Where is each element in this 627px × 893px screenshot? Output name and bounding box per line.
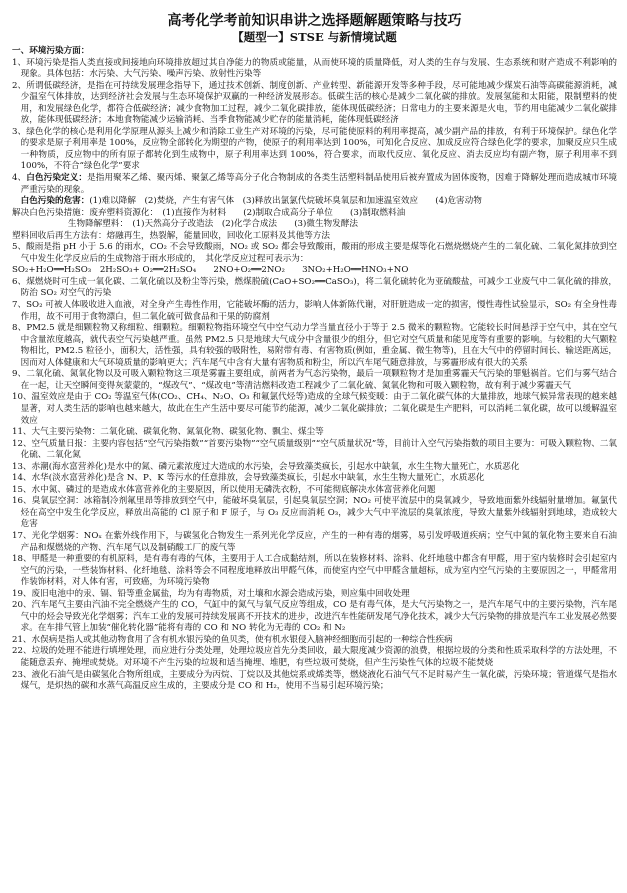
- list-item: 1、环境污染是指人类直接或间接地向环境排放超过其自净能力的物质或能量，从而使环境的质量降低，对人类的生存与发展、生态系统和财产造成不利影响的现象。具体包括：水污染、大气污染、噪声污染、放射性污染等: [12, 57, 618, 80]
- list-item: 21、水俣病是指人或其他动物食用了含有机水银污染的鱼贝类，使有机水银侵入脑神经细胞而引起的一种综合性疾病: [12, 634, 453, 645]
- acid-rain-equations: SO₂+H₂O══H₂SO₃ 2H₂SO₃+ O₂══2H₂SO₄ 2NO+O₂══2NO₂ 3NO₂+H₂O══HNO₃+NO: [12, 265, 409, 276]
- list-item: 8、PM2.5 就是细颗粒物又称细粒、细颗粒。细颗粒物指环境空气中空气动力学当量直径小于等于 2.5 微米的颗粒物。它能较长时间悬浮于空气中，其在空气中含量浓度越高，就代表空气污染越严重。虽然 PM2.5 只是地球大气成分中含量很少的组分，但它对空气质量和能见度等有重要的影响。与较粗的大气颗粒物相比，PM2.5 粒径小，面积大，活性强，具有较强的吸附性，易附带有毒、有害物质(例如，重金属、微生物等)，且在大气中的停留时间长、输送距离远，因而对人体健康和大气环境质量的影响更大；汽车尾气中含有大量有害物质和粉尘，所以汽车尾气随意排放，与雾霾形成有很大的关系: [12, 323, 617, 368]
- list-item: 2、所谓低碳经济，是指在可持续发展理念指导下，通过技术创新、制度创新、产业转型、新能源开发等多种手段，尽可能地减少煤炭石油等高碳能源消耗，减少温室气体排放，达到经济社会发展与生态环境保护双赢的一种经济发展形态。低碳生活的核心是减少二氧化碳的排放。发展氢能和太阳能，限制塑料的使用，和发展绿色化学，都符合低碳经济；减少食物加工过程，减少二氧化碳排放，能体现低碳经济；日常电力的主要来源是火电，节约用电能减少二氧化碳排放，能体现低碳经济；本地食物能减少运输消耗、当季食物能减少贮存的能量消耗，能体现低碳经济: [12, 80, 618, 126]
- list-item: 10、温室效应是由于 CO₂ 等温室气体(CO₂、CH₄、N₂O、O₃ 和氟氯代烃等)造成的全球气候变暖：由于二氧化碳气体的大量排放，地球气候异常表现的越来越显著，对人类生活的影响也越来越大，故此在生产生活中要尽可能节约能源，减少二氧化碳排放；二氧化碳是生产肥料，可以消耗二氧化碳，故可以缓解温室效应: [12, 392, 617, 426]
- list-item: 6、煤燃烧时可生成一氧化碳、二氧化硫以及粉尘等污染，燃煤脱硫(CaO+SO₂══CaSO₃)，将二氧化硫转化为亚硫酸盐，可减少工业废气中二氧化硫的排放，防治 SO₂ 对空气的污染: [12, 276, 617, 299]
- section-heading: 一、环境污染方面：: [12, 46, 90, 56]
- list-item: 18、甲醛是一种重要的有机原料，是有毒有毒的气体，主要用于人工合成黏结剂，所以在装修材料、涂料、化纤地毯中都含有甲醛，用于室内装修时会引起室内空气的污染，一些装饰材料、化纤地毯、涂料等会不同程度地释放出甲醛气体，而使室内空气中甲醛含量超标，成为室内空气污染的主要原因之一，甲醛常用作装饰材料，对人体有害，可致癌，为环境污染物: [12, 554, 617, 588]
- list-item: 22、垃圾的处理不能进行填埋处理，而应进行分类处理，处理垃圾应首先分类回收，最大限度减少资源的浪费，根据垃圾的分类和性质采取科学的方法处理，不能随意丢弃、掩埋或焚烧。对环境不产生污染的垃圾和适当掩埋、堆肥，有些垃圾可焚烧，但产生污染性气体的垃圾不能焚烧: [12, 646, 617, 668]
- list-item: 7、SO₂ 可被人体吸收进入血液，对全身产生毒性作用，它能破坏酶的活力，影响人体新陈代谢，对肝脏造成一定的损害，慢性毒性试验显示，SO₂ 有全身性毒作用，故不可用于食物漂白，但二氧化硫可做食品和干果的防腐剂: [12, 300, 618, 322]
- list-item: 17、光化学烟雾：NOₓ 在紫外线作用下，与碳氢化合物发生一系列光化学反应，产生的一种有毒的烟雾，易引发呼吸道疾病；空气中氮的氧化物主要来自石油产品和煤燃烧的产物、汽车尾气以及制硝酸工厂的废气等: [12, 530, 617, 553]
- white-pollution-biodegradable: 生物降解塑料： (1)天然高分子改造法 (2)化学合成法 (3)微生物发酵法: [67, 219, 358, 230]
- document-title: 高考化学考前知识串讲之选择题解题策略与技巧: [167, 13, 462, 29]
- list-item: 3、绿色化学的核心是利用化学原理从源头上减少和消除工业生产对环境的污染，尽可能使原料的利用率提高，减少副产品的排放，有利于环境保护。绿色化学的要求是原子利用率是 100%，反应物全部转化为期望的产物，使原子的利用率达到 100%，可知化合反应、加成反应符合绿色化学的要求，加聚反应只生成一种物质，反应物中的所有原子都转化到生成物中，原子利用率达到 100%，符合要求，而取代反应、氧化反应、消去反应均有副产物，原子利用率不到 100%，不符合“绿色化学”要求: [12, 126, 618, 172]
- list-item: 23、液化石油气是由碳氢化合物所组成，主要成分为丙烷、丁烷以及其他烷系或烯类等，燃烧液化石油气气不足时易产生一氧化碳，污染环境；管道煤气是指水煤气，是炽热的碳和水蒸气高温反应生成的，主要成分是 CO 和 H₂，使用不当易引起环境污染；: [12, 669, 617, 692]
- list-item: 5、酸雨是指 pH 小于 5.6 的雨水，CO₂ 不会导致酸雨，NO₂ 或 SO₂ 都会导致酸雨，酸雨的形成主要是煤等化石燃烧燃烧产生的二氧化硫、二氧化氮排放到空气中发生化学反应后的生成物溶于雨水形成的， 其化学反应过程可表示为：: [12, 242, 618, 264]
- list-item: 19、废旧电池中的汞、镉、铅等重金属盐，均为有毒物质，对土壤和水源会造成污染，则应集中回收处理: [12, 588, 410, 599]
- list-item: 20、汽车尾气主要由汽油不完全燃烧产生的 CO，气缸中的氮气与氧气反应等组成，CO 是有毒气体，是大气污染物之一，是汽车尾气中的主要污染物，汽车尾气中的烃会导致光化学烟雾；汽车工业的发展可持续发展离不开技术的进步，改进汽车性能研发尾气净化技术，减少大气污染物的排放是汽车工业发展必然要求。在车排气管上加装“催化转化器”能将有毒的 CO 和 NO 转化为无毒的 CO₂ 和 N₂: [12, 600, 618, 634]
- document-subtitle: 【题型一】STSE 与新情境试题: [232, 30, 397, 44]
- list-item: 14、水华(淡水富营养化)是含 N、P、K 等污水的任意排放，会导致藻类疯长，引起水中缺氧，水生生物大量死亡，水质恶化: [12, 473, 485, 484]
- white-pollution-harm: 白色污染的危害：(1)难以降解 (2)焚烧，产生有害气体 (3)释放出氯氯代烷破坏臭氧层和加速温室效应 (4)危害动物: [20, 196, 482, 207]
- white-pollution-recycle: 塑料回收后再生方法有：熔融再生，热裂解，能量回收，回收化工原料及其他等方法: [12, 230, 330, 241]
- list-item: 15、水中氮、磷过的是造成水体富营养化的主要原因，所以使用无磷洗衣粉，不可能彻底解决水体富营养化问题: [12, 484, 436, 495]
- list-item: 12、空气质量日报：主要内容包括“空气污染指数”“首要污染物”“空气质量级别”“空气质量状况”等，目前计入空气污染指数的项目主要为：可吸入颗粒物、二氧化硫、二氧化氮: [12, 438, 618, 461]
- list-item: 13、赤潮(海水富营养化)是水中的氮、磷元素浓度过大造成的水污染，会导致藻类疯长，引起水中缺氧，水生生物大量死亡，水质恶化: [12, 461, 520, 472]
- list-item: 4、白色污染定义：是指用聚苯乙烯、聚丙烯、聚氯乙烯等高分子化合物制成的各类生活塑料制品使用后被弃置成为固体废物，因难于降解处理而造成城市环境严重污染的现象。: [12, 173, 617, 195]
- white-pollution-solution: 解决白色污染措施：废弃塑料资源化： (1)直接作为材料 (2)制取合成高分子单位 (3)制取燃料油: [12, 207, 406, 218]
- list-item: 9、二氧化硫、氮氧化物以及可吸入颗粒物这三项是雾霾主要组成，前两者为气态污染物，最后一项颗粒物才是加重雾霾天气污染的罪魁祸首。它们与雾气结合在一起，让天空瞬间变得灰蒙蒙的，“煤改气”、“煤改电”等清洁燃料改造工程减少了二氧化硫、氮氧化物和可吸入颗粒物，故有利于减少雾霾天气: [12, 369, 618, 391]
- list-item: 16、臭氧层空洞：冰箱制冷剂氟里昂等排放到空气中，能破坏臭氧层，引起臭氧层空洞；NO₂ 可使平流层中的臭氧减少，导致地面紫外线辐射量增加。氟氯代烃在高空中发生化学反应，释放出高能的 Cl 原子和 F 原子，与 O₃ 反应而消耗 O₃，减少大气中平流层的臭氧浓度，导致大量紫外线辐射到地球，造成较大危害: [12, 496, 617, 530]
- list-item: 11、大气主要污染物：二氧化硫、碳氧化物、氮氧化物、碳氢化物、飘尘、煤尘等: [12, 427, 324, 438]
